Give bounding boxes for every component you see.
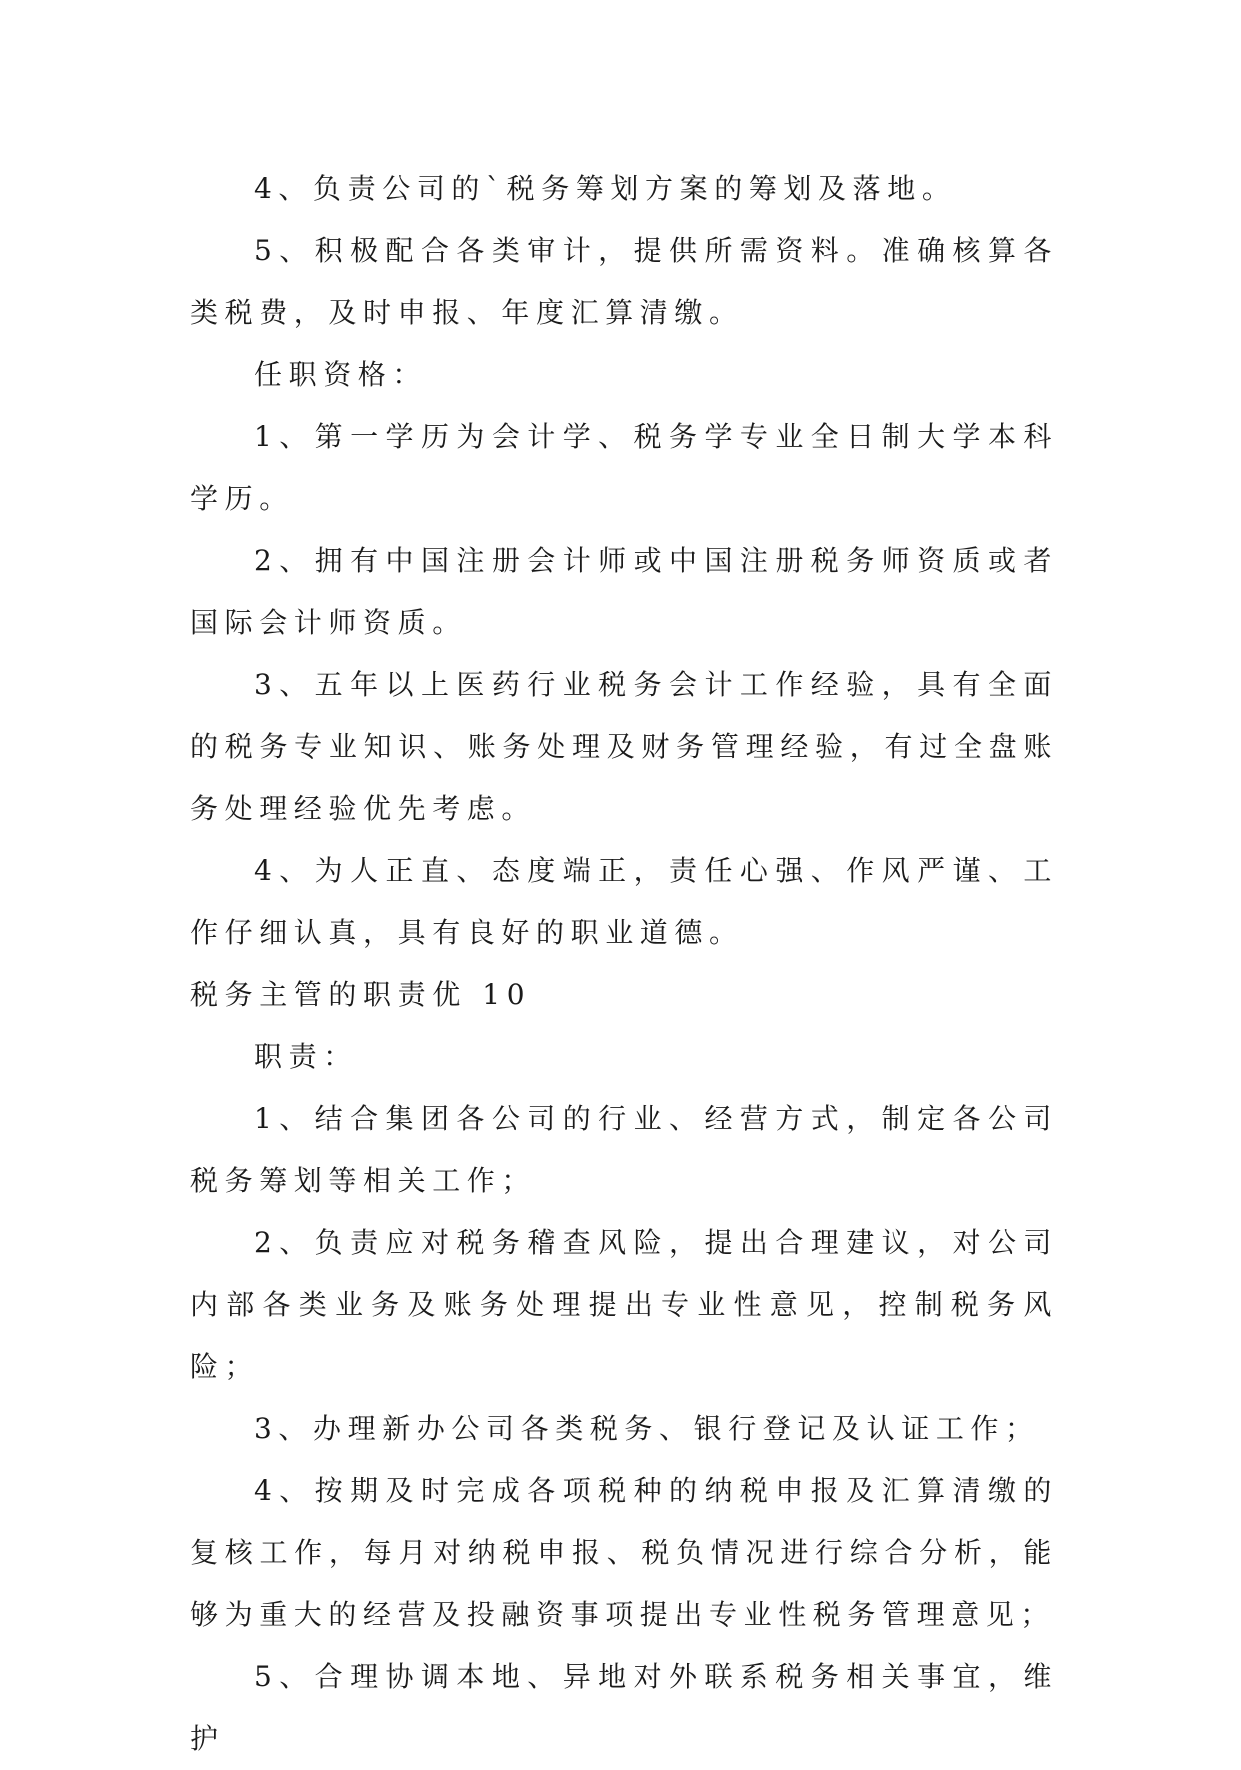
paragraph-responsibility-2: 2、负责应对税务稽查风险，提出合理建议，对公司内部各类业务及账务处理提出专业性意见，控制税务风险； — [190, 1226, 1058, 1383]
document-body — [190, 158, 1058, 1770]
paragraph-duty-4: 4、负责公司的`税务筹划方案的筹划及落地。 — [254, 172, 957, 205]
paragraph-responsibility-4: 4、按期及时完成各项税种的纳税申报及汇算清缴的复核工作，每月对纳税申报、税负情况进行综合分析，能够为重大的经营及投融资事项提出专业性税务管理意见； — [190, 1474, 1058, 1631]
paragraph-responsibility-3: 3、办理新办公司各类税务、银行登记及认证工作； — [254, 1412, 1040, 1445]
paragraph-qualification-2: 2、拥有中国注册会计师或中国注册税务师资质或者国际会计师资质。 — [190, 544, 1058, 639]
paragraph-responsibility-1: 1、结合集团各公司的行业、经营方式，制定各公司税务筹划等相关工作； — [190, 1102, 1058, 1197]
responsibilities-heading: 职责： — [254, 1040, 358, 1073]
section-title: 税务主管的职责优 10 — [190, 978, 532, 1011]
paragraph-qualification-3: 3、五年以上医药行业税务会计工作经验，具有全面的税务专业知识、账务处理及财务管理经验，有过全盘账务处理经验优先考虑。 — [190, 668, 1058, 825]
paragraph-qualification-1: 1、第一学历为会计学、税务学专业全日制大学本科学历。 — [190, 420, 1058, 515]
qualifications-heading: 任职资格： — [254, 358, 428, 391]
paragraph-qualification-4: 4、为人正直、态度端正，责任心强、作风严谨、工作仔细认真，具有良好的职业道德。 — [190, 854, 1058, 949]
paragraph-duty-5: 5、积极配合各类审计，提供所需资料。准确核算各类税费，及时申报、年度汇算清缴。 — [190, 234, 1058, 329]
paragraph-responsibility-5: 5、合理协调本地、异地对外联系税务相关事宜，维护 — [190, 1660, 1058, 1755]
